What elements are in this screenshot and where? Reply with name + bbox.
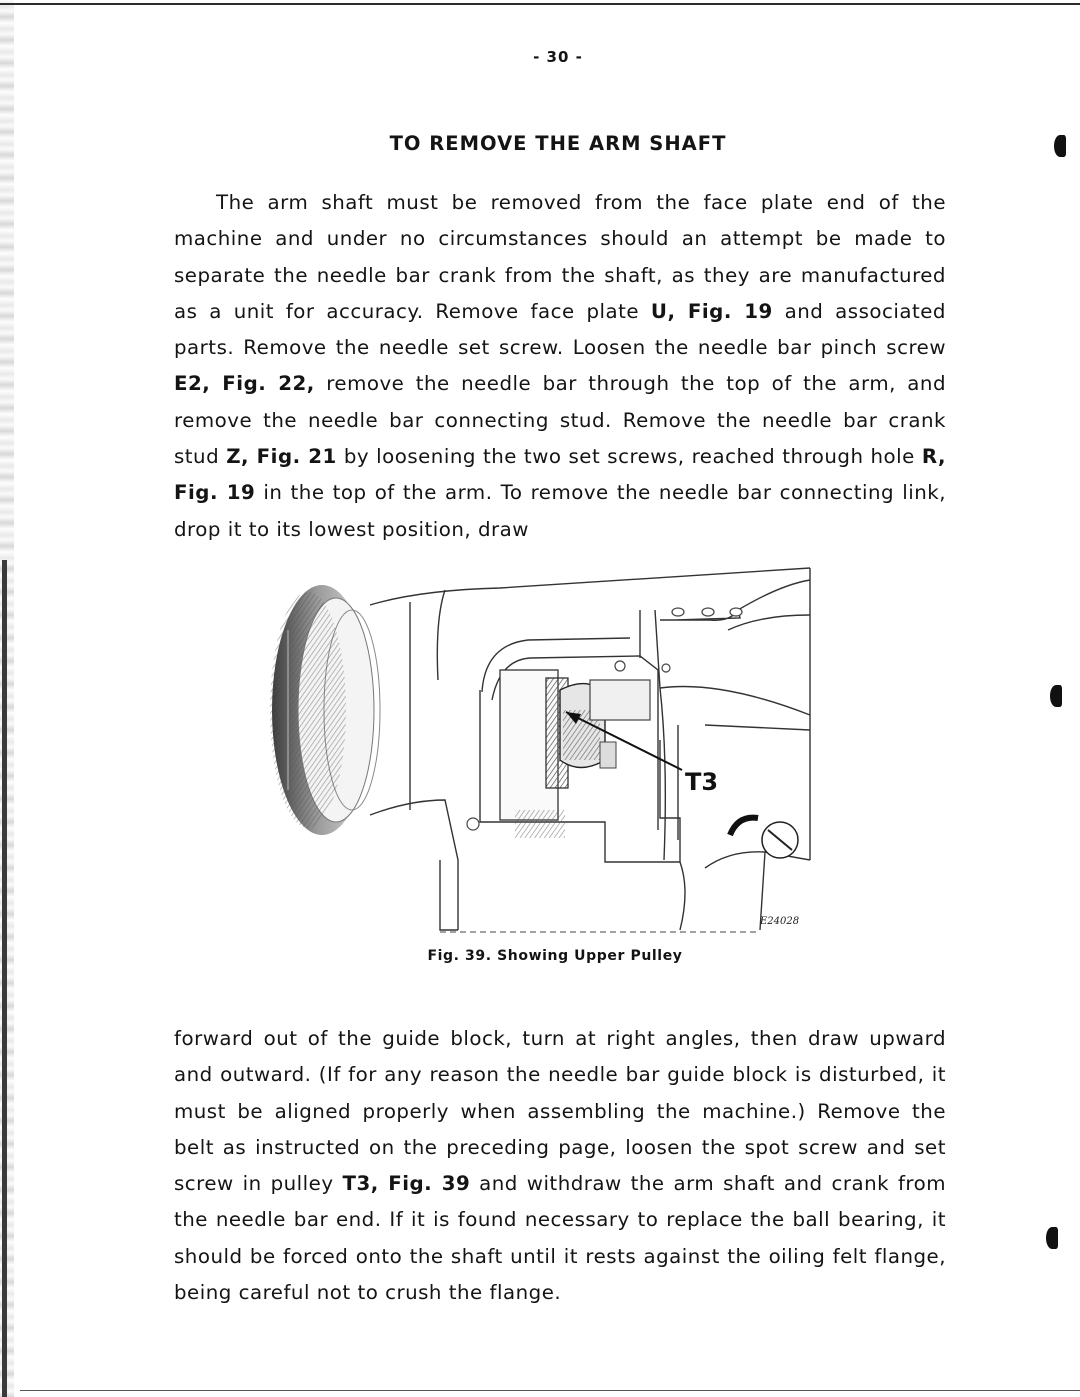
top-scan-rule [0,3,1080,5]
section-heading: TO REMOVE THE ARM SHAFT [389,132,727,155]
figure-reference: U, Fig. 19 [650,299,773,323]
figure-reference: E2, Fig. 22, [174,372,315,396]
figure-reference: R, Fig. 19 [174,445,946,505]
text-run: and associated parts. Remove the needle set screw. Loosen the needle bar pinch screw [174,299,946,360]
plate-code: E24028 [760,916,800,927]
upper-pulley-illustration [260,560,820,940]
text-run: forward out of the guide block, turn at right angles, then draw upward and outward. (If for any reason the needle bar guide block is disturbed, it must be aligned properly when assembling the machine.) Remove the belt as instructed on the preceding page, loosen the spot screw and set screw in pulley [174,1027,946,1196]
upper-pulley-gear [500,670,650,838]
scan-edge-shadow [2,560,7,1397]
paragraph-withdraw-shaft [174,1021,946,1311]
text-run: in the top of the arm. To remove the needle bar connecting link, drop it to its lowest position, draw [174,481,946,541]
text-run: by loosening the two set screws, reached through hole [336,445,922,469]
figure-reference: T3, Fig. 39 [342,1172,471,1196]
page-number: - 30 - [533,48,583,66]
text-run: and withdraw the arm shaft and crank from the needle bar end. If it is found necessary to replace the ball bearing, it should be forced onto the shaft until it rests against the oiling felt flange, being careful not to crush the flange. [174,1172,947,1305]
bottom-scan-rule [20,1390,1080,1391]
scan-edge [0,0,14,1397]
text-run: remove the needle bar through the top of the arm, and remove the needle bar connecting stud. Remove the needle bar crank stud [174,372,947,469]
paragraph-arm-shaft-removal [174,185,946,548]
binding-hole-mark [1050,685,1062,707]
figure-caption: Fig. 39. Showing Upper Pulley [427,948,683,964]
callout-label-t3: T3 [685,768,719,796]
handwheel [270,585,380,835]
binding-hole-mark [1046,1227,1058,1249]
figure-reference: Z, Fig. 21 [226,445,337,469]
text-run: The arm shaft must be removed from the face plate end of the machine and under no circumstances should an attempt be made to separate the needle bar crank from the shaft, as they are manufactured as a unit for accuracy. Remove face plate [174,191,946,323]
